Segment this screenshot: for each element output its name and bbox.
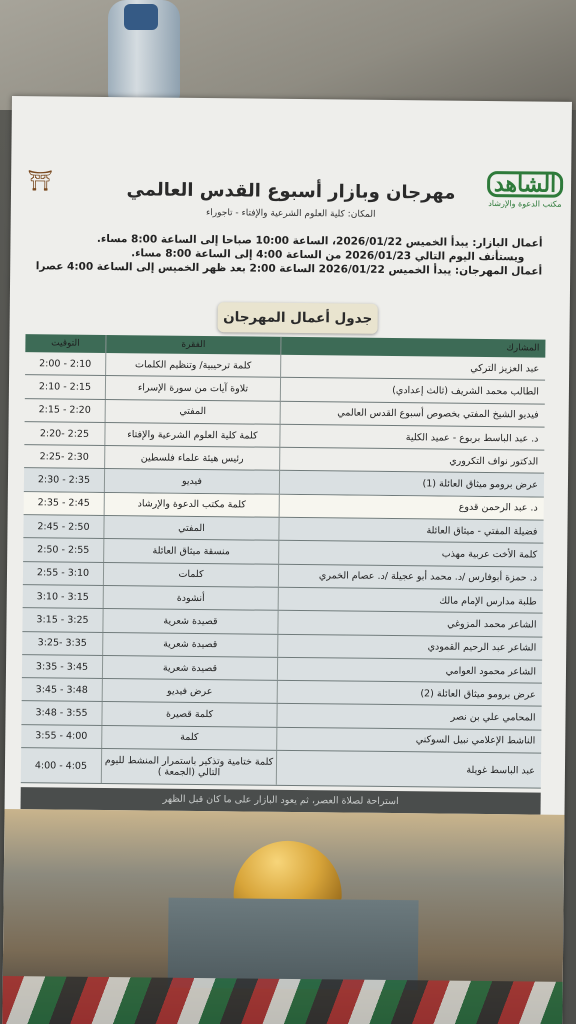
item-cell: كلمة كلية العلوم الشرعية والإفتاء xyxy=(104,423,279,447)
page-title: مهرجان وبازار أسبوع القدس العالمي xyxy=(126,179,456,204)
participant-cell: عرض برومو ميثاق العائلة (1) xyxy=(279,471,544,496)
flags-banner-image xyxy=(2,976,562,1024)
item-cell: كلمة مكتب الدعوة والإرشاد xyxy=(104,493,279,517)
dawah-office-logo xyxy=(487,171,563,218)
time-cell: 3:48 - 3:55 xyxy=(35,707,88,719)
time-cell: 2:55 - 3:10 xyxy=(36,567,90,580)
time-cell: 3:55 - 4:00 xyxy=(35,730,88,743)
logo-wordmark: الشاهد xyxy=(487,171,563,198)
item-cell: فيديو xyxy=(104,469,279,493)
participant-cell: د. حمزة أبوفارس /د. محمد أبو عجيلة /د. عصام الخمري xyxy=(278,564,543,589)
time-cell: 2:25- 2:30 xyxy=(39,451,89,463)
participant-cell: فيديو الشيخ المفتي بخصوص أسبوع القدس العالمي xyxy=(280,401,545,426)
item-cell: قصيدة شعرية xyxy=(102,656,277,680)
college-logo xyxy=(15,168,65,215)
item-cell: قصيدة شعرية xyxy=(102,609,277,633)
time-cell: 2:35 - 2:45 xyxy=(37,497,90,510)
time-cell: 2:15 - 2:20 xyxy=(38,404,91,417)
bottle-cap xyxy=(124,4,158,30)
bazaar-resume: ويستأنف اليوم التالي 2026/01/23 من الساعة 4:00 إلى الساعة 8:00 مساء. xyxy=(131,247,525,264)
item-cell: رئيس هيئة علماء فلسطين xyxy=(104,446,279,470)
item-cell: تلاوة آيات من سورة الإسراء xyxy=(105,376,280,400)
participant-cell: المحامي علي بن نصر xyxy=(276,704,541,729)
participant-cell: طلبة مدارس الإمام مالك xyxy=(278,588,543,613)
item-cell: كلمة ختامية وتذكير باستمرار المنشط لليوم التالي (الجمعة ) xyxy=(101,749,276,785)
item-cell: المفتي xyxy=(103,516,278,540)
time-cell: 3:15 - 3:25 xyxy=(36,614,89,626)
time-cell: 4:00 - 4:05 xyxy=(34,759,88,772)
item-cell: كلمة xyxy=(101,726,276,750)
schedule-table xyxy=(21,334,546,788)
venue-line: المكان: كلية العلوم الشرعية والإفتاء - تاجوراء xyxy=(205,208,376,220)
time-cell: 2:50 - 2:55 xyxy=(37,544,90,556)
participant-cell: عبد الباسط غويلة xyxy=(276,751,541,788)
flyer-paper xyxy=(2,96,572,1024)
participant-cell: عبد العزيز التركي xyxy=(280,355,545,380)
item-cell: أنشودة xyxy=(103,586,278,610)
item-cell: المفتي xyxy=(105,400,280,424)
participant-cell: د. عبد الباسط بربوع - عميد الكلية xyxy=(279,425,544,450)
participant-cell: الدكتور نواف التكروري xyxy=(279,448,544,473)
participant-cell: فضيلة المفتي - ميثاق العائلة xyxy=(278,518,543,543)
participant-cell: عرض برومو ميثاق العائلة (2) xyxy=(277,681,542,706)
participant-cell: د. عبد الرحمن قدوع xyxy=(279,495,544,520)
item-cell: كلمة قصيرة xyxy=(101,702,276,726)
time-cell: 2:10 - 2:15 xyxy=(38,381,92,393)
header-participant: المشارك xyxy=(280,337,545,358)
item-cell: قصيدة شعرية xyxy=(102,633,277,657)
time-cell: 3:35 - 3:45 xyxy=(35,660,89,673)
participant-cell: الشاعر محمود العوامي xyxy=(277,658,542,683)
time-cell: 2:45 - 2:50 xyxy=(37,521,90,533)
time-cell: 2:20- 2:25 xyxy=(39,427,90,440)
bazaar-hours: أعمال البازار: يبدأ الخميس 2026/01/22، الساعة 10:00 صباحا إلى الساعة 8:00 مساء. xyxy=(96,232,543,250)
header-item: الفقرة xyxy=(105,335,280,355)
schedule-title: جدول أعمال المهرجان xyxy=(218,302,378,334)
table-row xyxy=(21,748,541,788)
time-cell: 2:30 - 2:35 xyxy=(37,474,91,486)
college-emblem-icon: ⛩ xyxy=(27,168,53,193)
item-cell: كلمات xyxy=(103,563,278,587)
item-cell: منسقة ميثاق العائلة xyxy=(103,539,278,563)
festival-hours: أعمال المهرجان: يبدأ الخميس 2026/01/22 الساعة 2:00 بعد ظهر الخميس إلى الساعة 4:00 عصرا xyxy=(35,260,543,278)
item-cell: عرض فيديو xyxy=(102,679,277,703)
participant-cell: الناشط الإعلامي نبيل السوكني xyxy=(276,728,541,753)
participant-cell: الشاعر عبد الرحيم القمودي xyxy=(277,634,542,659)
participant-cell: الطالب محمد الشريف (ثالث إعدادي) xyxy=(280,378,545,403)
participant-cell: الشاعر محمد المزوغي xyxy=(277,611,542,636)
header-time: التوقيت xyxy=(51,337,80,349)
time-cell: 3:25- 3:35 xyxy=(37,637,87,650)
time-cell: 2:00 - 2:10 xyxy=(39,357,92,370)
prayer-break-note: استراحة لصلاة العصر، ثم يعود البازار على ما كان قبل الظهر xyxy=(21,787,541,814)
event-info xyxy=(18,231,542,278)
time-cell: 3:45 - 3:48 xyxy=(35,684,88,696)
participant-cell: كلمة الأخت عربية مهذب xyxy=(278,541,543,566)
item-cell: كلمة ترحيبية/ وتنظيم الكلمات xyxy=(105,353,280,377)
table-surface xyxy=(0,0,576,110)
time-cell: 3:10 - 3:15 xyxy=(36,590,89,603)
logo-subtitle: مكتب الدعوة والإرشاد xyxy=(488,198,562,209)
mosque-building-image xyxy=(168,898,419,991)
